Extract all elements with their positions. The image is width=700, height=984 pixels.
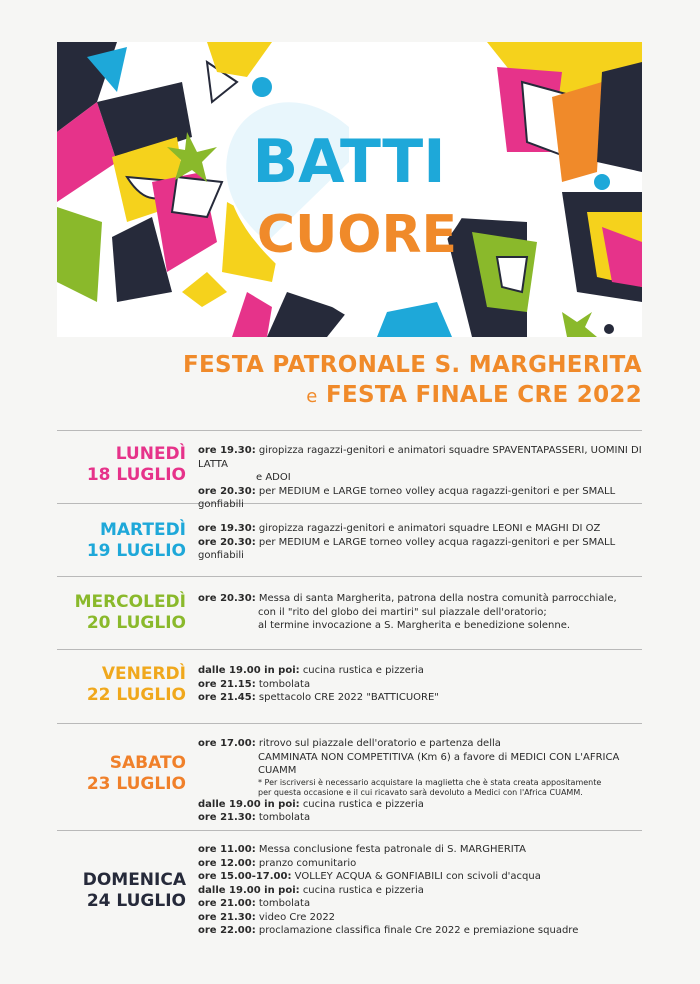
- title-line2-text: FESTA FINALE CRE 2022: [325, 382, 642, 408]
- day-name: MERCOLEDÌ: [74, 592, 186, 612]
- day-name: DOMENICA: [82, 870, 186, 890]
- logo-cuore-text: CUORE: [256, 205, 458, 265]
- event-text-cont: e ADOI: [256, 472, 291, 483]
- event-item: [198, 737, 643, 798]
- event-time: ore 21.15:: [198, 678, 256, 690]
- separator: [57, 649, 642, 650]
- event-time: ore 21.30:: [198, 911, 256, 923]
- event-text: cucina rustica e pizzeria: [302, 798, 424, 810]
- event-item: [198, 691, 643, 705]
- event-text: Messa conclusione festa patronale di S. MARGHERITA: [258, 844, 526, 855]
- event-text: ritrovo sul piazzale dell'oratorio e partenza della: [258, 738, 501, 749]
- event-item: [198, 884, 643, 898]
- event-list: [198, 592, 643, 633]
- event-time: ore 17.00:: [198, 738, 256, 749]
- event-item: [198, 444, 643, 485]
- event-item: [198, 592, 643, 633]
- day-label: [57, 520, 186, 562]
- day-label: [57, 444, 186, 486]
- event-time: ore 11.00:: [198, 844, 256, 855]
- event-text-cont: con il "rito del globo dei martiri" sul piazzale dell'oratorio;: [258, 606, 547, 618]
- event-note: * Per iscriversi è necessario acquistare la maglietta che è stata creata appositamente: [258, 777, 602, 787]
- event-text: giropizza ragazzi-genitori e animatori squadre SPAVENTAPASSERI, UOMINI DI LATTA: [198, 445, 642, 470]
- event-item: [198, 536, 643, 563]
- event-time: ore 22.00:: [198, 925, 256, 936]
- event-list: [198, 843, 643, 938]
- event-time: ore 15.00-17.00:: [198, 871, 292, 882]
- event-item: [198, 843, 643, 857]
- event-list: [198, 664, 643, 705]
- event-time: ore 21.00:: [198, 898, 256, 909]
- event-text: cucina rustica e pizzeria: [302, 665, 424, 676]
- day-date: 22 LUGLIO: [86, 685, 186, 705]
- event-item: [198, 664, 643, 678]
- festival-title-line2: [57, 382, 642, 408]
- event-time: ore 19.30:: [198, 523, 256, 534]
- event-time: ore 12.00:: [198, 857, 256, 869]
- event-text: tombolata: [258, 678, 311, 690]
- separator: [57, 430, 642, 431]
- event-time: dalle 19.00 in poi:: [198, 798, 300, 810]
- day-name: LUNEDÌ: [115, 444, 186, 464]
- event-text: cucina rustica e pizzeria: [302, 884, 424, 896]
- event-time: ore 21.45:: [198, 692, 256, 703]
- event-item: [198, 924, 643, 938]
- event-text: spettacolo CRE 2022 "BATTICUORE": [258, 692, 439, 703]
- event-time: ore 19.30:: [198, 445, 256, 456]
- event-item: [198, 522, 643, 536]
- day-date: 23 LUGLIO: [86, 774, 186, 794]
- event-text: VOLLEY ACQUA & GONFIABILI con scivoli d'acqua: [294, 871, 541, 882]
- event-text: Messa di santa Margherita, patrona della nostra comunità parrocchiale,: [258, 593, 617, 604]
- day-label: [57, 870, 186, 912]
- event-text: video Cre 2022: [258, 911, 336, 923]
- event-text-cont: al termine invocazione a S. Margherita e benedizione solenne.: [258, 620, 571, 631]
- event-time: ore 20.30:: [198, 536, 256, 548]
- banner-illustration: [57, 42, 642, 337]
- event-item: [198, 811, 643, 825]
- event-list: [198, 444, 643, 512]
- event-note: per questa occasione e il cui ricavato sarà devoluto a Medici con l'Africa CUAMM.: [258, 787, 583, 797]
- day-name: SABATO: [109, 753, 186, 773]
- event-item: [198, 857, 643, 871]
- day-date: 19 LUGLIO: [86, 541, 186, 561]
- separator: [57, 723, 642, 724]
- event-item: [198, 897, 643, 911]
- event-list: [198, 737, 643, 825]
- event-text: per MEDIUM e LARGE torneo volley acqua ragazzi-genitori e per SMALL gonfiabili: [198, 485, 616, 510]
- event-text: tombolata: [258, 898, 311, 909]
- event-time: dalle 19.00 in poi:: [198, 665, 300, 676]
- event-text-cont: CAMMINATA NON COMPETITIVA (Km 6) a favore di MEDICI CON L'AFRICA CUAMM: [258, 751, 620, 776]
- event-text: tombolata: [258, 812, 311, 823]
- event-item: [198, 678, 643, 692]
- event-time: dalle 19.00 in poi:: [198, 884, 300, 896]
- day-label: [57, 753, 186, 795]
- day-date: 20 LUGLIO: [86, 613, 186, 633]
- day-label: [57, 592, 186, 634]
- event-text: pranzo comunitario: [258, 857, 357, 869]
- event-item: [198, 911, 643, 925]
- event-text: per MEDIUM e LARGE torneo volley acqua ragazzi-genitori e per SMALL gonfiabili: [198, 536, 616, 561]
- event-text: giropizza ragazzi-genitori e animatori squadre LEONI e MAGHI DI OZ: [258, 523, 601, 534]
- logo-batti-text: BATTI: [252, 127, 446, 197]
- event-time: ore 20.30:: [198, 485, 256, 497]
- day-label: [57, 664, 186, 706]
- event-text: proclamazione classifica finale Cre 2022 e premiazione squadre: [258, 925, 579, 936]
- banner-artwork: [57, 42, 642, 337]
- event-item: [198, 485, 643, 512]
- festival-title-line1: FESTA PATRONALE S. MARGHERITA: [182, 352, 642, 378]
- day-date: 24 LUGLIO: [86, 891, 186, 911]
- event-list: [198, 522, 643, 563]
- event-time: ore 20.30:: [198, 593, 256, 604]
- day-name: VENERDÌ: [101, 664, 186, 684]
- event-item: [198, 870, 643, 884]
- separator: [57, 830, 642, 831]
- title-conjunction: e: [306, 386, 318, 407]
- day-date: 18 LUGLIO: [86, 465, 186, 485]
- event-item: [198, 798, 643, 812]
- event-time: ore 21.30:: [198, 812, 256, 823]
- separator: [57, 576, 642, 577]
- day-name: MARTEDÌ: [99, 520, 186, 540]
